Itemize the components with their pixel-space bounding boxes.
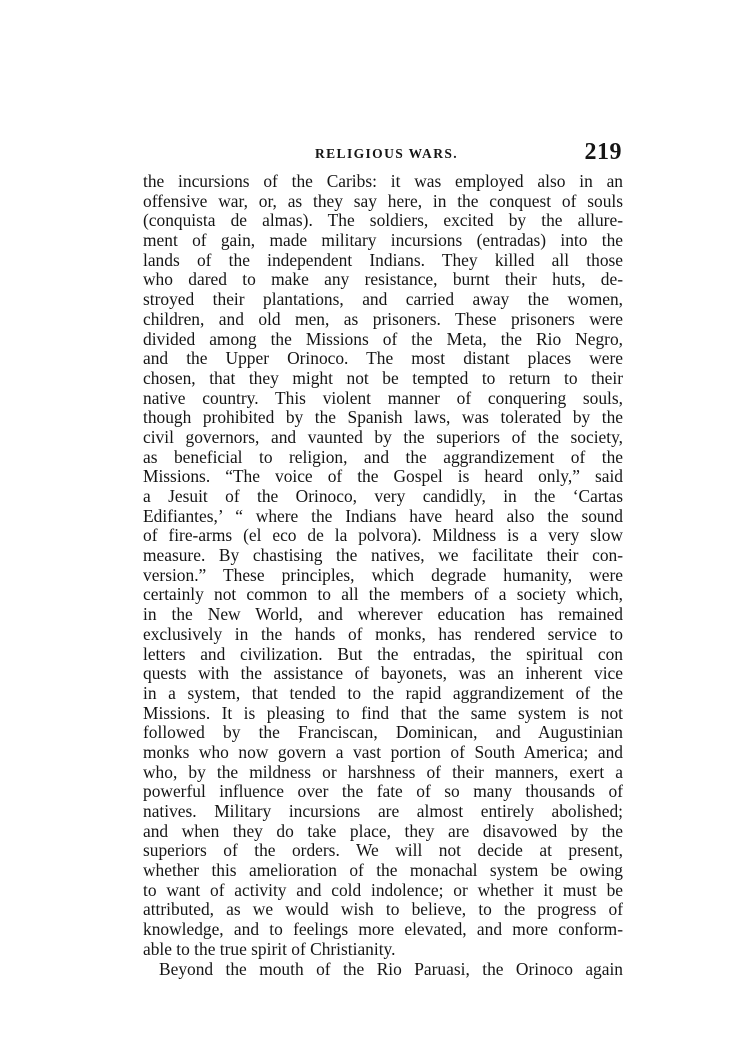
text-line: Missions. “The voice of the Gospel is heard only,” said: [143, 467, 623, 487]
text-line: exclusively in the hands of monks, has rendered service to: [143, 624, 623, 644]
text-line: lands of the independent Indians. They killed all those: [143, 250, 623, 270]
text-line: a Jesuit of the Orinoco, very candidly, in the ‘Cartas: [143, 487, 623, 506]
text-line: in a system, that tended to the rapid aggrandizement of the: [143, 683, 623, 703]
text-line: though prohibited by the Spanish laws, was tolerated by the: [143, 408, 623, 428]
text-line: who, by the mildness or harshness of their manners, exert a: [143, 762, 623, 782]
text-line: monks who now govern a vast portion of South America; and: [143, 742, 623, 762]
text-line: natives. Military incursions are almost entirely abolished;: [143, 802, 623, 821]
text-line: divided among the Missions of the Meta, the Rio Negro,: [143, 329, 623, 349]
text-line: knowledge, and to feelings more elevated, and more conform-: [143, 920, 623, 940]
text-line: as beneficial to religion, and the aggrandizement of the: [143, 447, 623, 467]
text-line: stroyed their plantations, and carried away the women,: [143, 290, 623, 310]
page-number: 219: [584, 139, 622, 165]
text-line: (conquista de almas). The soldiers, excited by the allure-: [143, 211, 623, 231]
text-line: able to the true spirit of Christianity.: [143, 939, 396, 959]
text-line: ment of gain, made military incursions (entradas) into the: [143, 231, 623, 251]
text-line: version.” These principles, which degrade humanity, were: [143, 565, 623, 585]
text-line: superiors of the orders. We will not decide at present,: [143, 841, 623, 861]
text-line: of fire-arms (el eco de la polvora). Mildness is a very slow: [143, 526, 623, 546]
text-line: powerful influence over the fate of so many thousands of: [143, 782, 623, 802]
running-title: RELIGIOUS WARS.: [315, 146, 459, 161]
text-line: measure. By chastising the natives, we facilitate their con-: [143, 546, 623, 566]
text-line: the incursions of the Caribs: it was employed also in an: [143, 172, 623, 191]
text-line: certainly not common to all the members of a society which,: [143, 585, 623, 605]
text-line: to want of activity and cold indolence; or whether it must be: [143, 880, 623, 900]
text-line: who dared to make any resistance, burnt their huts, de-: [143, 270, 623, 290]
text-line: quests with the assistance of bayonets, was an inherent vice: [143, 664, 623, 684]
text-line: in the New World, and wherever education has remained: [143, 605, 623, 625]
text-line: civil governors, and vaunted by the superiors of the society,: [143, 427, 623, 447]
text-line: attributed, as we would wish to believe, to the progress of: [143, 900, 623, 920]
text-line: offensive war, or, as they say here, in the conquest of souls: [143, 191, 623, 211]
text-line: Missions. It is pleasing to find that the same system is not: [143, 703, 623, 723]
text-line: and when they do take place, they are disavowed by the: [143, 821, 623, 841]
text-line: whether this amelioration of the monachal system be owing: [143, 861, 623, 881]
text-line: and the Upper Orinoco. The most distant places were: [143, 349, 623, 369]
text-line: chosen, that they might not be tempted to return to their: [143, 368, 623, 388]
text-line: letters and civilization. But the entradas, the spiritual con: [143, 644, 623, 664]
body-text: [143, 172, 623, 979]
text-line: Edifiantes,’ “ where the Indians have heard also the sound: [143, 506, 623, 526]
text-line: children, and old men, as prisoners. These prisoners were: [143, 309, 623, 329]
running-head: [140, 139, 622, 169]
text-line: Beyond the mouth of the Rio Paruasi, the Orinoco again: [159, 959, 623, 979]
text-line: native country. This violent manner of conquering souls,: [143, 388, 623, 408]
text-line: followed by the Franciscan, Dominican, and Augustinian: [143, 723, 623, 743]
